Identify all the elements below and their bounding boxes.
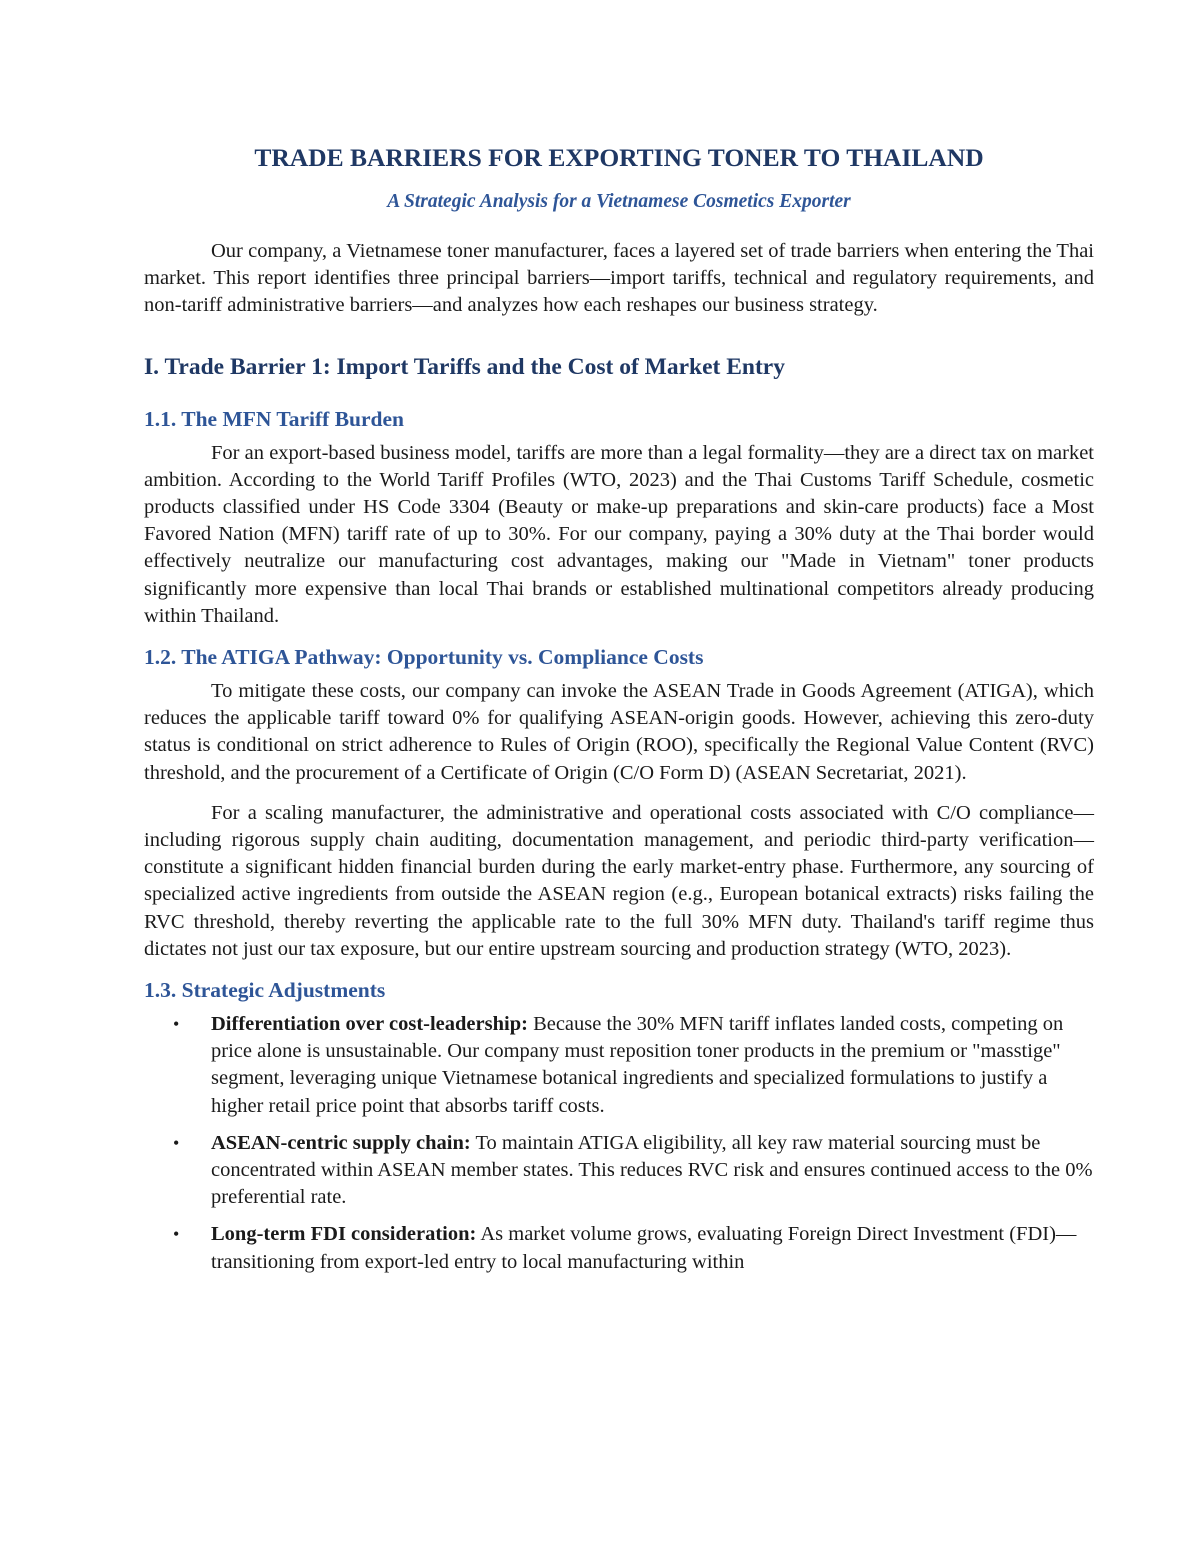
list-item-lead: Differentiation over cost-leadership: <box>211 1013 528 1036</box>
document-subtitle: A Strategic Analysis for a Vietnamese Cosmetics Exporter <box>387 191 851 212</box>
bullet-icon: • <box>173 1224 180 1245</box>
document-title: TRADE BARRIERS FOR EXPORTING TONER TO THAILAND <box>254 143 984 172</box>
subsection-heading-1-3: 1.3. Strategic Adjustments <box>144 978 386 1003</box>
paragraph-1-2-a: To mitigate these costs, our company can invoke the ASEAN Trade in Goods Agreement (ATIGA), which reduces the applicable tariff toward 0% for qualifying ASEAN-origin goods. However, achieving this zero-duty status is conditional on strict adherence to Rules of Origin (ROO), specifically the Regional Value Content (RVC) threshold, and the procurement of a Certificate of Origin (C/O Form D) (ASEAN Secretariat, 2021). <box>144 680 1094 784</box>
strategic-adjustments-list <box>144 1011 1094 1276</box>
list-item-text: As market volume grows, evaluating Foreign Direct Investment (FDI)—transitioning from export-led entry to local manufacturing within <box>211 1223 1077 1273</box>
document-page <box>144 140 1094 1286</box>
subsection-heading-1-1: 1.1. The MFN Tariff Burden <box>144 406 405 431</box>
list-item-lead: ASEAN-centric supply chain: <box>211 1131 471 1154</box>
paragraph-1-2-b: For a scaling manufacturer, the administrative and operational costs associated with C/O compliance—including rigorous supply chain auditing, documentation management, and periodic third-party verification—constitute a significant hidden financial burden during the early market-entry phase. Furthermore, any sourcing of specialized active ingredients from outside the ASEAN region (e.g., European botanical extracts) risks failing the RVC threshold, thereby reverting the applicable rate to the full 30% MFN duty. Thailand's tariff regime thus dictates not just our tax exposure, but our entire upstream sourcing and production strategy (WTO, 2023). <box>144 801 1094 960</box>
list-item <box>144 1011 1094 1120</box>
list-item-text: To maintain ATIGA eligibility, all key raw material sourcing must be concentrated within ASEAN member states. This reduces RVC risk and ensures continued access to the 0% preferential rate. <box>211 1131 1093 1209</box>
list-item <box>144 1221 1094 1275</box>
list-item <box>144 1130 1094 1212</box>
section-heading-1: I. Trade Barrier 1: Import Tariffs and the Cost of Market Entry <box>144 353 785 380</box>
paragraph-1-1: For an export-based business model, tariffs are more than a legal formality—they are a direct tax on market ambition. According to the World Tariff Profiles (WTO, 2023) and the Thai Customs Tariff Schedule, cosmetic products classified under HS Code 3304 (Beauty or make-up preparations and skin-care products) face a Most Favored Nation (MFN) tariff rate of up to 30%. For our company, paying a 30% duty at the Thai border would effectively neutralize our manufacturing cost advantages, making our "Made in Vietnam" toner products significantly more expensive than local Thai brands or established multinational competitors already producing within Thailand. <box>144 441 1094 627</box>
bullet-icon: • <box>173 1132 180 1153</box>
list-item-lead: Long-term FDI consideration: <box>211 1223 477 1246</box>
bullet-icon: • <box>173 1014 180 1035</box>
subsection-heading-1-2: 1.2. The ATIGA Pathway: Opportunity vs. Compliance Costs <box>144 645 704 670</box>
intro-paragraph: Our company, a Vietnamese toner manufacturer, faces a layered set of trade barriers when entering the Thai market. This report identifies three principal barriers—import tariffs, technical and regulatory requirements, and non-tariff administrative barriers—and analyzes how each reshapes our business strategy. <box>144 240 1094 317</box>
list-item-text: Because the 30% MFN tariff inflates landed costs, competing on price alone is unsustainable. Our company must reposition toner products in the premium or "masstige" segment, leveraging unique Vietnamese botanical ingredients and specialized formulations to justify a higher retail price point that absorbs tariff costs. <box>211 1013 1064 1117</box>
